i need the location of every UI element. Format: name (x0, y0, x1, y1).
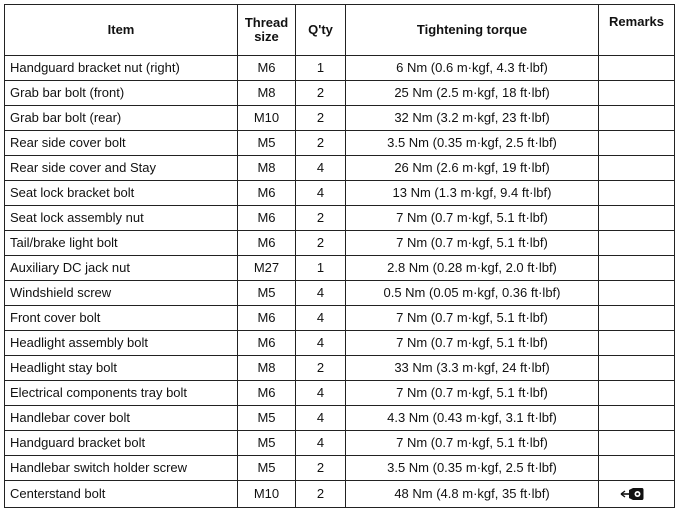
cell-tightening-torque: 7 Nm (0.7 m·kgf, 5.1 ft·lbf) (346, 331, 599, 356)
cell-quantity: 2 (296, 81, 346, 106)
cell-item: Tail/brake light bolt (5, 231, 238, 256)
cell-thread-size: M5 (238, 131, 296, 156)
cell-tightening-torque: 7 Nm (0.7 m·kgf, 5.1 ft·lbf) (346, 231, 599, 256)
table-header-row (5, 5, 675, 56)
cell-remarks (599, 56, 675, 81)
cell-thread-size: M6 (238, 331, 296, 356)
cell-thread-size: M10 (238, 106, 296, 131)
table-row (5, 156, 675, 181)
column-header-tightening-torque: Tightening torque (346, 5, 599, 56)
cell-tightening-torque: 32 Nm (3.2 m·kgf, 23 ft·lbf) (346, 106, 599, 131)
table-row (5, 106, 675, 131)
cell-item: Seat lock assembly nut (5, 206, 238, 231)
cell-remarks (599, 331, 675, 356)
cell-thread-size: M8 (238, 356, 296, 381)
cell-tightening-torque: 26 Nm (2.6 m·kgf, 19 ft·lbf) (346, 156, 599, 181)
cell-thread-size: M8 (238, 81, 296, 106)
cell-remarks (599, 256, 675, 281)
table-row (5, 306, 675, 331)
cell-tightening-torque: 7 Nm (0.7 m·kgf, 5.1 ft·lbf) (346, 306, 599, 331)
cell-remarks (599, 431, 675, 456)
cell-item: Handlebar cover bolt (5, 406, 238, 431)
cell-thread-size: M6 (238, 206, 296, 231)
cell-quantity: 4 (296, 406, 346, 431)
column-header-thread-size (238, 5, 296, 56)
cell-item: Handlebar switch holder screw (5, 456, 238, 481)
cell-remarks (599, 206, 675, 231)
cell-item: Handguard bracket bolt (5, 431, 238, 456)
column-header-item: Item (5, 5, 238, 56)
cell-quantity: 4 (296, 181, 346, 206)
cell-thread-size: M8 (238, 156, 296, 181)
cell-thread-size: M27 (238, 256, 296, 281)
cell-tightening-torque: 2.8 Nm (0.28 m·kgf, 2.0 ft·lbf) (346, 256, 599, 281)
cell-quantity: 4 (296, 281, 346, 306)
cell-tightening-torque: 7 Nm (0.7 m·kgf, 5.1 ft·lbf) (346, 381, 599, 406)
table-row (5, 56, 675, 81)
cell-thread-size: M5 (238, 456, 296, 481)
cell-remarks (599, 356, 675, 381)
cell-remarks (599, 481, 675, 508)
cell-thread-size: M6 (238, 381, 296, 406)
cell-quantity: 1 (296, 56, 346, 81)
cell-remarks (599, 181, 675, 206)
cell-quantity: 2 (296, 481, 346, 508)
table-row (5, 281, 675, 306)
cell-thread-size: M6 (238, 231, 296, 256)
cell-tightening-torque: 25 Nm (2.5 m·kgf, 18 ft·lbf) (346, 81, 599, 106)
cell-thread-size: M5 (238, 431, 296, 456)
table-row (5, 456, 675, 481)
cell-quantity: 4 (296, 431, 346, 456)
cell-quantity: 2 (296, 456, 346, 481)
cell-thread-size: M6 (238, 306, 296, 331)
cell-quantity: 4 (296, 306, 346, 331)
cell-quantity: 4 (296, 381, 346, 406)
cell-item: Centerstand bolt (5, 481, 238, 508)
cell-tightening-torque: 7 Nm (0.7 m·kgf, 5.1 ft·lbf) (346, 206, 599, 231)
table-row (5, 81, 675, 106)
cell-thread-size: M10 (238, 481, 296, 508)
table-row (5, 131, 675, 156)
cell-remarks (599, 406, 675, 431)
cell-tightening-torque: 4.3 Nm (0.43 m·kgf, 3.1 ft·lbf) (346, 406, 599, 431)
table-row (5, 331, 675, 356)
column-header-quantity: Q'ty (296, 5, 346, 56)
table-body (5, 56, 675, 508)
column-header-thread-line1: Thread (244, 15, 289, 30)
cell-tightening-torque: 33 Nm (3.3 m·kgf, 24 ft·lbf) (346, 356, 599, 381)
cell-item: Grab bar bolt (front) (5, 81, 238, 106)
cell-thread-size: M6 (238, 56, 296, 81)
cell-quantity: 2 (296, 231, 346, 256)
cell-remarks (599, 106, 675, 131)
cell-tightening-torque: 3.5 Nm (0.35 m·kgf, 2.5 ft·lbf) (346, 131, 599, 156)
cell-item: Rear side cover and Stay (5, 156, 238, 181)
cell-remarks (599, 381, 675, 406)
cell-tightening-torque: 6 Nm (0.6 m·kgf, 4.3 ft·lbf) (346, 56, 599, 81)
cell-item: Electrical components tray bolt (5, 381, 238, 406)
table-row (5, 256, 675, 281)
cell-remarks (599, 306, 675, 331)
table-row (5, 481, 675, 508)
locking-agent-icon (620, 487, 644, 501)
cell-tightening-torque: 3.5 Nm (0.35 m·kgf, 2.5 ft·lbf) (346, 456, 599, 481)
cell-item: Rear side cover bolt (5, 131, 238, 156)
cell-tightening-torque: 13 Nm (1.3 m·kgf, 9.4 ft·lbf) (346, 181, 599, 206)
table-row (5, 231, 675, 256)
cell-tightening-torque: 0.5 Nm (0.05 m·kgf, 0.36 ft·lbf) (346, 281, 599, 306)
cell-item: Windshield screw (5, 281, 238, 306)
cell-remarks (599, 131, 675, 156)
table-row (5, 431, 675, 456)
cell-item: Seat lock bracket bolt (5, 181, 238, 206)
cell-remarks (599, 456, 675, 481)
cell-item: Front cover bolt (5, 306, 238, 331)
cell-thread-size: M5 (238, 281, 296, 306)
cell-quantity: 2 (296, 131, 346, 156)
table-row (5, 181, 675, 206)
cell-quantity: 4 (296, 331, 346, 356)
cell-tightening-torque: 7 Nm (0.7 m·kgf, 5.1 ft·lbf) (346, 431, 599, 456)
cell-quantity: 2 (296, 106, 346, 131)
cell-remarks (599, 81, 675, 106)
table-row (5, 406, 675, 431)
cell-remarks (599, 231, 675, 256)
cell-item: Auxiliary DC jack nut (5, 256, 238, 281)
table-row (5, 206, 675, 231)
cell-thread-size: M6 (238, 181, 296, 206)
table-row (5, 381, 675, 406)
cell-item: Handguard bracket nut (right) (5, 56, 238, 81)
cell-tightening-torque: 48 Nm (4.8 m·kgf, 35 ft·lbf) (346, 481, 599, 508)
table-row (5, 356, 675, 381)
cell-item: Headlight stay bolt (5, 356, 238, 381)
cell-quantity: 4 (296, 156, 346, 181)
column-header-thread-line2: size (254, 29, 279, 44)
cell-remarks (599, 281, 675, 306)
cell-item: Grab bar bolt (rear) (5, 106, 238, 131)
cell-quantity: 1 (296, 256, 346, 281)
cell-remarks (599, 156, 675, 181)
torque-spec-table-container (4, 4, 674, 508)
cell-quantity: 2 (296, 206, 346, 231)
cell-thread-size: M5 (238, 406, 296, 431)
cell-quantity: 2 (296, 356, 346, 381)
cell-item: Headlight assembly bolt (5, 331, 238, 356)
column-header-remarks: Remarks (599, 5, 675, 56)
torque-spec-table (4, 4, 675, 508)
